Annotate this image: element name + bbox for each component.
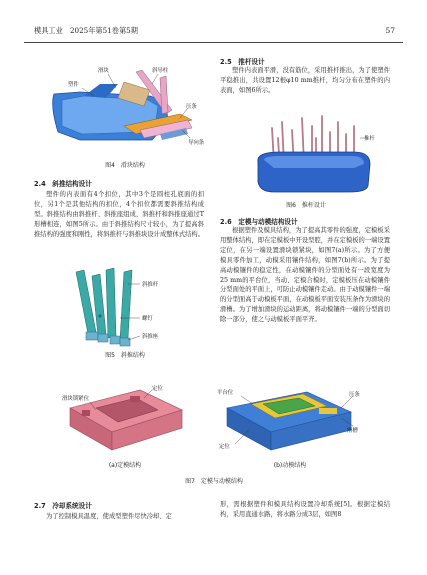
- label-slot: 滑槽: [347, 428, 358, 434]
- figure-5-caption: 图5 斜推结构: [105, 352, 145, 359]
- figure-7a-subcaption: (a)定模结构: [108, 462, 142, 469]
- figure-5: [70, 266, 180, 348]
- label-rod: 斜推杆: [142, 282, 159, 288]
- label-lifter: 斜导柱: [152, 68, 169, 74]
- figure-7b-subcaption: (b)动模结构: [273, 462, 307, 469]
- section-2-4-body: 塑件的内表面有4个扣位，其中3个是圆柱孔底面的扣位，另1个是其他结构的扣位，4个扣位都需要斜推结构成型。斜推结构由斜推杆、斜推座组成，斜推杆和斜推座通过T形槽相连，如图5所示。由于斜推结构尺寸较小，为了提高斜推结构的强度和刚性，将斜推杆与斜推块设计成整体式结构。: [34, 191, 205, 238]
- label-part: 塑件: [68, 82, 79, 88]
- label-press-b: 压条: [349, 392, 360, 398]
- figure-6-caption: 图6 推杆设计: [286, 202, 326, 209]
- section-2-7-title: 2.7 冷却系统设计: [34, 502, 92, 510]
- label-locate-a: 定位: [152, 386, 163, 392]
- figure-7b: [215, 378, 365, 458]
- figure-7a: [60, 380, 190, 456]
- slider-structure-illustration: [40, 62, 210, 157]
- label-guide: 导向条: [188, 140, 205, 146]
- header-rule: [24, 42, 403, 43]
- figure-4-caption: 图4 滑块结构: [105, 162, 145, 169]
- figure-7-caption: 图7 定模与动模结构: [185, 478, 243, 485]
- label-press: 压条: [186, 104, 197, 110]
- section-2-5-body: 塑件内表面平滑，没有筋位，采用推杆推出，为了使塑件平稳推出，共设置12根φ10 mm推杆，均匀分布在塑件的内表面，如图6所示。: [220, 67, 390, 94]
- section-2-7-body-right: 形，需根据塑件和模具结构设置冷却系统[5]。根据定模结构，采用直通水路，将水路分成3层，如图8: [220, 501, 390, 518]
- label-locate-b: 定位: [219, 444, 230, 450]
- moving-mold-illustration: [215, 378, 365, 458]
- label-pin: 推杆: [364, 136, 375, 142]
- label-screw: 螺钉: [142, 316, 153, 322]
- label-seat: 斜推座: [142, 334, 159, 340]
- section-2-7-body-left: 为了控制模具温度，使成型塑件尽快冷却、定: [46, 513, 172, 520]
- running-header: [24, 26, 403, 38]
- section-2-6-title: 2.6 定模与动模结构设计: [220, 218, 298, 226]
- section-2-6-body: 根据塑件及模具结构，为了提高其零件的强度，定模板采用整体结构，即在定模板中开设型腔，并在定模板的一端设置定位，在另一端设置滑块锁紧块，如图7(a)所示。为了方便模具零件加工，动模采用镶件结构，如图7(b)所示。为了提高动模镶件的稳定性，在动模镶件的分型面处有一段宽度为25 mm的平台位，当动、定模合模时，定模板压在动模镶件分型面处的平面上，可防止动模镶件走动。由于动模镶件一端的分型面高于动模板平面，在动模板平面安装压条作为滑块的滑槽。为了增加滑块的运动距离，将动模镶件一端的分型面切除一部分，使之与动模板平面平齐。: [220, 227, 391, 324]
- journal-title: 模具工业 2025年第51卷第5期: [34, 26, 138, 35]
- section-2-5-title: 2.5 推杆设计: [220, 58, 265, 66]
- label-lock: 滑块锁紧位: [62, 396, 89, 402]
- fixed-mold-illustration: [60, 380, 190, 456]
- section-2-4-title: 2.4 斜推结构设计: [34, 180, 92, 188]
- page-number: 57: [385, 26, 395, 35]
- label-slider: 滑块: [98, 68, 109, 74]
- ejector-pin-illustration: [250, 112, 380, 194]
- lifter-structure-illustration: [70, 266, 180, 348]
- figure-6: [250, 112, 380, 194]
- label-platform: 平台位: [217, 390, 234, 396]
- figure-4: [40, 62, 210, 157]
